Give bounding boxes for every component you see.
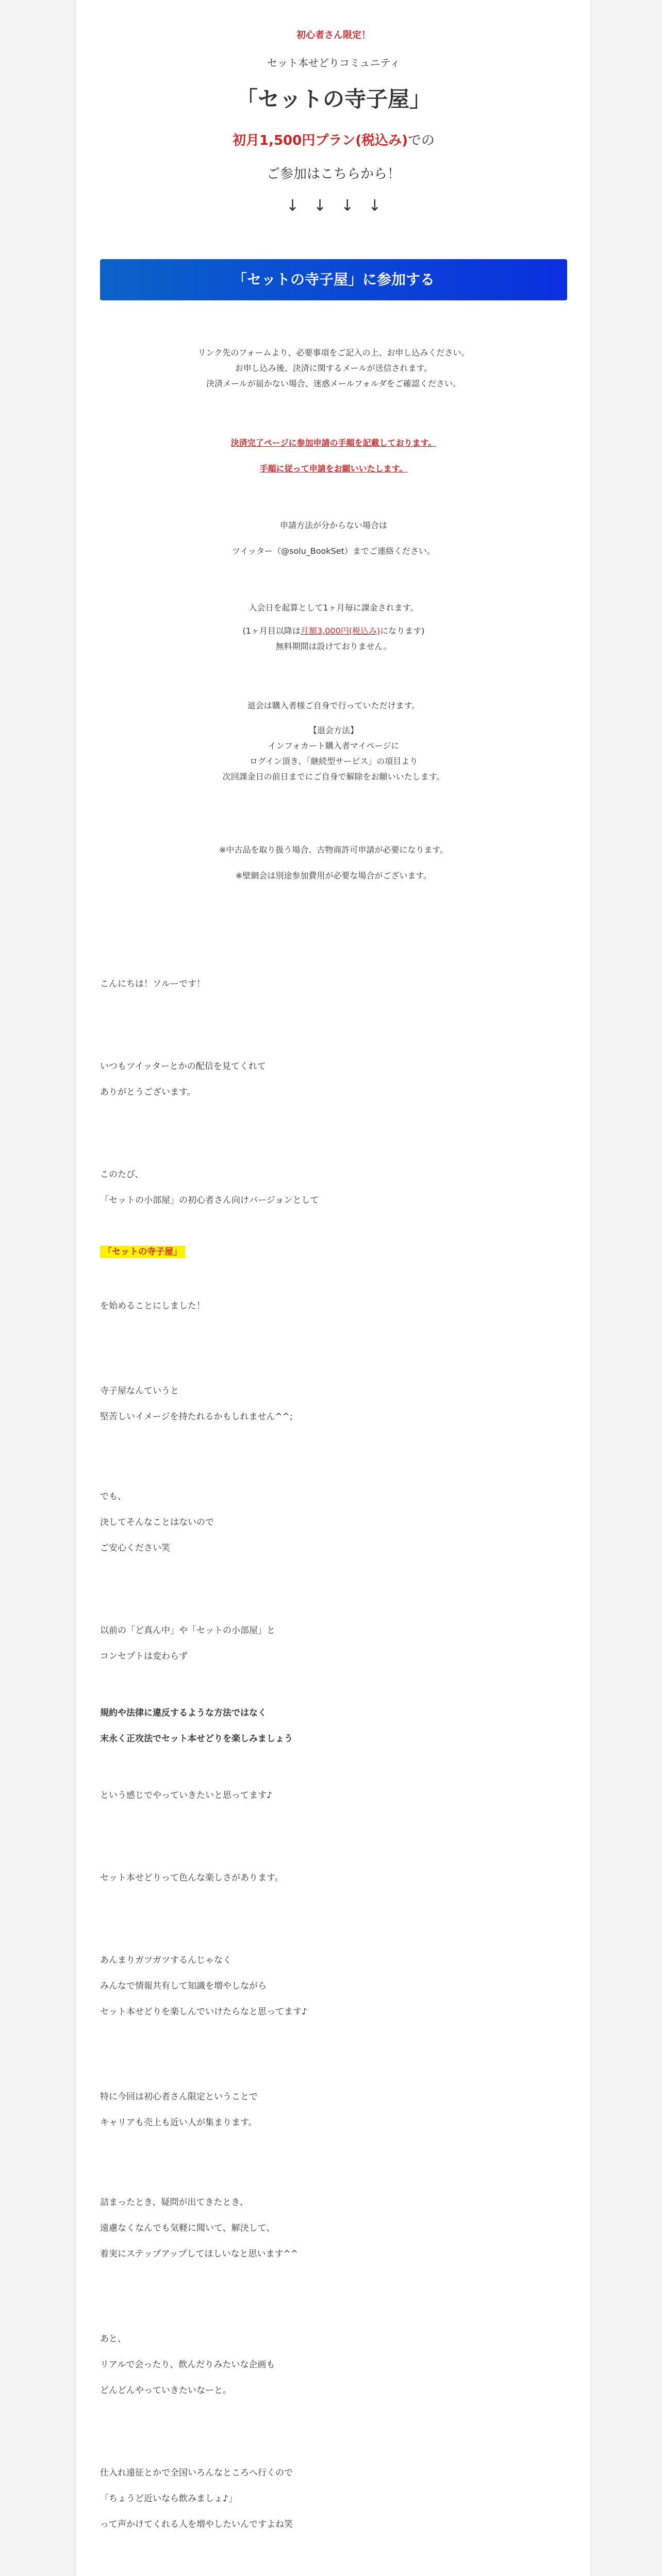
body-paragraph [100,1162,567,1213]
body-paragraph [100,2326,567,2403]
hero-join-text: ご参加はこちらから！ [266,166,401,182]
body-line: ありがとうございます。 [100,1087,196,1097]
body-line: このたび、 [100,1170,144,1180]
cancel-line: 次回課金日の前日までにご自身で解除をお願いいたします。 [222,772,445,782]
body-paragraph [100,2190,567,2267]
body-paragraph [100,1484,567,1561]
body-line: 規約や法律に違反するような方法ではなく [100,1708,267,1718]
body-line: でも、 [100,1492,126,1502]
note-line: 決済メールが届かない場合、迷惑メールフォルダをご確認ください。 [206,379,461,388]
body-line: 堅苦しいイメージを持たれるかもしれません^^; [100,1412,293,1422]
warning-line: 手順に従って申請をお願いいたします。 [259,464,408,473]
hero-subtitle: セット本せどりコミュニティ [267,57,400,69]
body-paragraph: セット本せどりって色んな楽しさがあります。 [100,1873,284,1883]
body-line: って声かけてくれる人を増やしたいんですよね笑 [100,2519,293,2530]
body-paragraph [100,1947,567,2025]
body-line: 特に今回は初心者さん限定ということで [100,2092,258,2102]
body-line: セット本せどりを楽しんでいけたらなと思ってます♪ [100,2007,307,2017]
body-paragraph [100,1618,567,1669]
body-line: 着実にステップアップしてほしいなと思います^^ [100,2249,298,2259]
cancel-line: インフォカート購入者マイページに [268,741,400,751]
body-line: 「ちょうど近いなら飲みましょ♪」 [100,2494,237,2504]
monthly-price: 月額3,000円(税込み) [300,626,380,636]
billing-line: 入会日を起算として1ヶ月毎に課金されます。 [249,603,419,613]
body-line: いつもツイッターとかの配信を見てくれて [100,1061,266,1072]
highlighted-name: 「セットの寺子屋」 [100,1246,185,1258]
billing-line [100,623,567,639]
cancel-line: ログイン頂き、「継続型サービス」の項目より [249,756,418,766]
billing-pre: (1ヶ月目以降は [242,626,301,636]
cancel-line: 【退会方法】 [308,725,358,735]
warning-block [100,435,567,477]
contact-line: ツイッター（@solu_BookSet）までご連絡ください。 [232,546,435,556]
billing-post: になります) [380,626,425,636]
hero-price: 初月1,500円プラン(税込み) [232,133,408,148]
caution-line: ※壁網会は別途参加費用が必要な場合がございます。 [235,871,432,880]
body-paragraph [100,1378,567,1430]
body-paragraph: こんにちは！ソルーです！ [100,979,205,989]
hero-title: 「セットの寺子屋」 [236,87,431,112]
contact-block [100,518,567,559]
hero-price-line [100,131,567,150]
cancel-block [100,698,567,785]
note-line: リンク先のフォームより、必要事項をご記入の上、お申し込みください。 [197,348,470,358]
body-line: あと、 [100,2334,126,2344]
body-paragraph: を始めることにしました！ [100,1301,205,1311]
body-line: コンセプトは変わらず [100,1651,188,1662]
down-arrows-icon: ↓↓↓↓ [286,197,396,215]
body-paragraph [100,1054,567,1105]
body-line: あんまりガツガツするんじゃなく [100,1955,231,1965]
body-paragraph [100,1700,567,1752]
notes-block [100,345,567,392]
body-line: 仕入れ遠征とかで全国いろんなところへ行くので [100,2468,293,2478]
body-line: 「セットの小部屋」の初心者さん向けバージョンとして [100,1195,319,1206]
body-line: キャリアも売上も近い人が集まります。 [100,2117,257,2128]
join-cta-button[interactable]: 「セットの寺子屋」に参加する [100,259,567,300]
contact-line: 申請方法が分からない場合は [279,520,387,530]
caution-block [100,842,567,884]
body-paragraph [100,2084,567,2136]
body-line: 以前の「ど真ん中」や「セットの小部屋」と [100,1625,275,1636]
body-paragraph: という感じでやっていきたいと思ってます♪ [100,1790,272,1801]
warning-line: 決済完了ページに参加申請の手順を記載しております。 [230,438,437,448]
body-line: ご安心ください笑 [100,1543,170,1553]
body-line: みんなで情報共有して知識を増やしながら [100,1981,267,1991]
cancel-line: 退会は購入者様ご自身で行っていただけます。 [247,701,420,710]
beginner-badge: 初心者さん限定！ [296,30,371,41]
hero-price-suffix: での [408,133,435,148]
body-line: 寺子屋なんていうと [100,1386,179,1396]
body-line: どんどんやっていきたいなーと。 [100,2385,231,2396]
body-line: 遠慮なくなんでも気軽に聞いて、解決して、 [100,2223,275,2233]
body-line: リアルで会ったり、飲んだりみたいな企画も [100,2360,275,2370]
body-paragraph [100,2460,567,2537]
note-line: お申し込み後、決済に関するメールが送信されます。 [235,363,433,373]
billing-line: 無料期間は設けておりません。 [275,641,392,651]
highlight-line [100,1239,567,1265]
billing-block [100,600,567,654]
body-line: 末永く正攻法でセット本せどりを楽しみましょう [100,1734,293,1744]
caution-line: ※中古品を取り扱う場合、古物商許可申請が必要になります。 [219,845,449,855]
page-column [75,0,591,2576]
body-line: 詰まったとき、疑問が出てきたとき、 [100,2197,249,2208]
body-line: 決してそんなことはないので [100,1517,214,1528]
